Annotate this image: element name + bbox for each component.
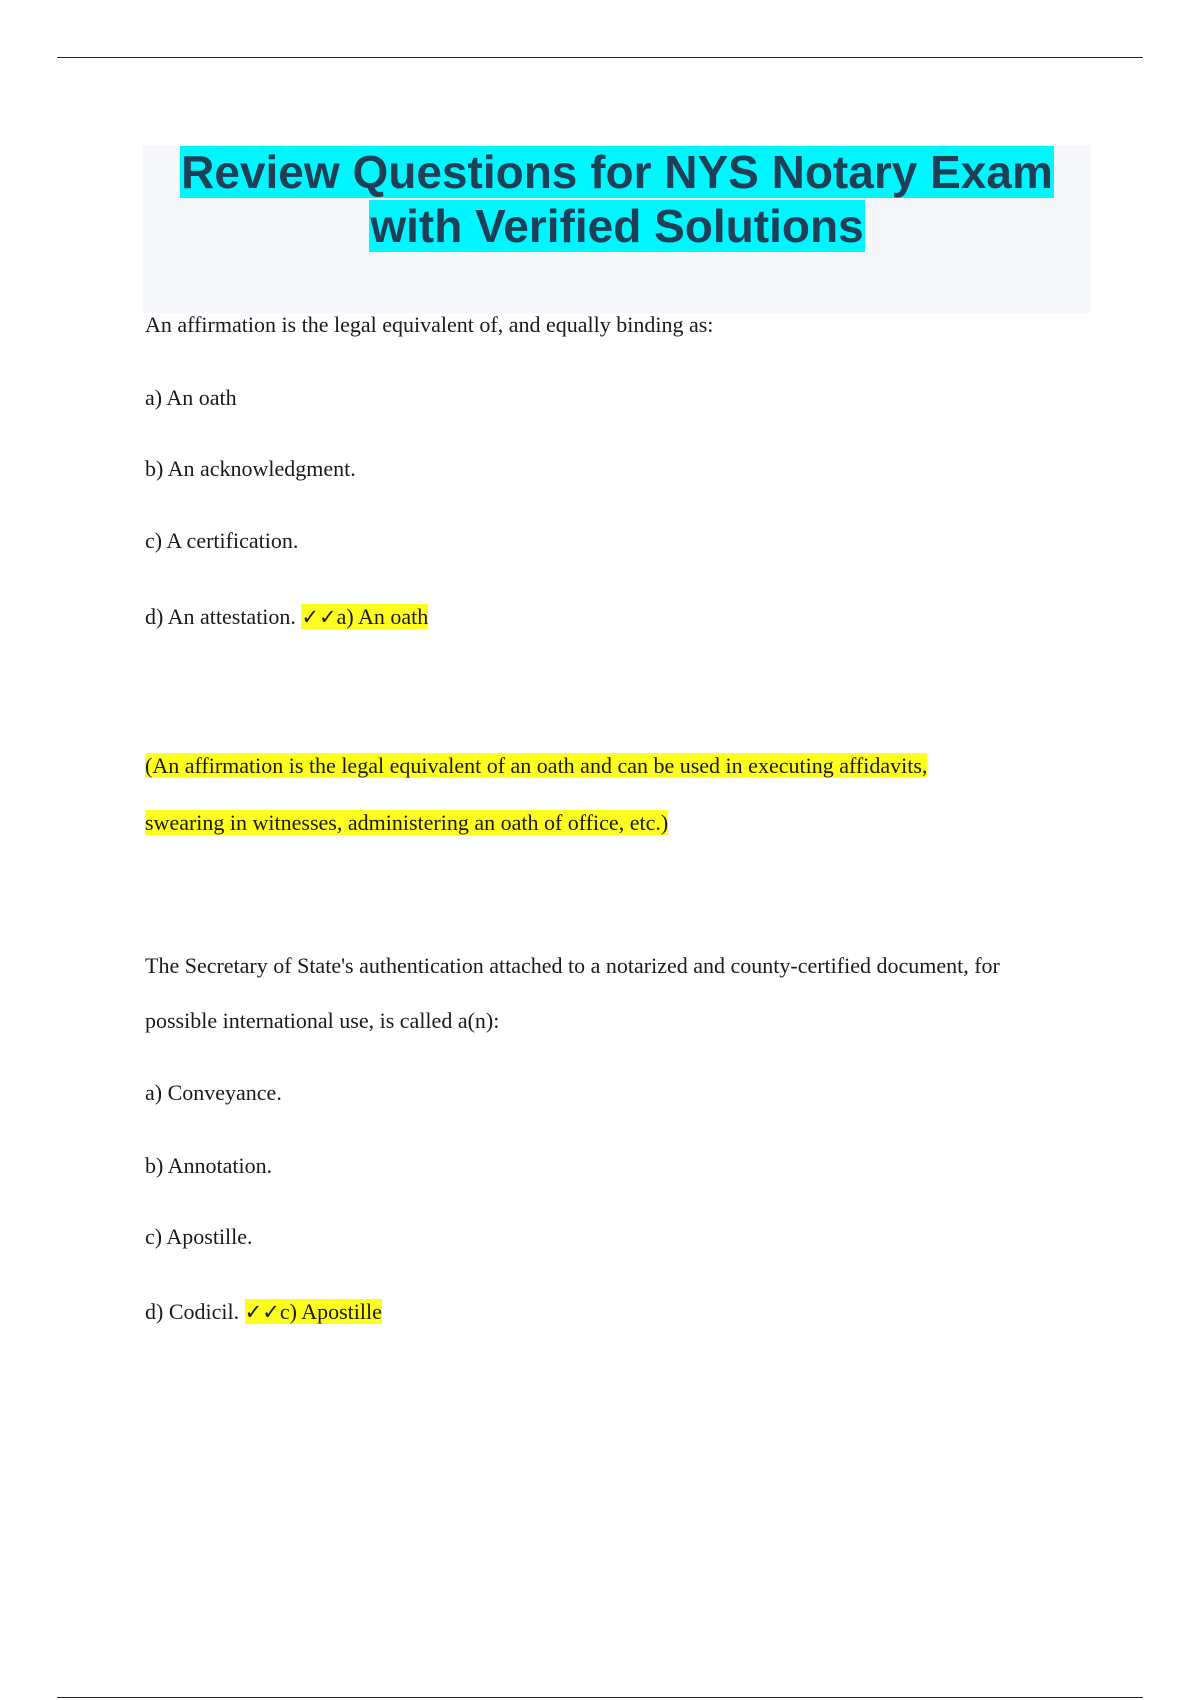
question-1-option-c: c) A certification.: [145, 528, 299, 553]
question-2-option-c: c) Apostille.: [145, 1224, 253, 1249]
title-line-2: with Verified Solutions: [370, 200, 864, 252]
question-1-answer: [301, 604, 428, 629]
question-1-option-d-text: d) An attestation.: [145, 604, 296, 629]
question-2-answer: [245, 1299, 382, 1324]
question-1-explanation-line-2: [145, 809, 668, 837]
question-1-option-a: a) An oath: [145, 385, 237, 410]
explanation-text: (An affirmation is the legal equivalent of an oath and can be used in executing affidavits,: [145, 753, 928, 778]
question-2-option-a: a) Conveyance.: [145, 1080, 282, 1105]
question-2-option-d-text: d) Codicil.: [145, 1299, 240, 1324]
question-2-option-b: b) Annotation.: [145, 1153, 273, 1178]
question-2-prompt-line-1: The Secretary of State's authentication attached to a notarized and county-certified document, for: [145, 953, 1000, 978]
document-title: [143, 145, 1091, 253]
question-1-prompt: An affirmation is the legal equivalent of, and equally binding as:: [145, 312, 714, 337]
question-2-prompt-line-2: possible international use, is called a(n):: [145, 1008, 500, 1033]
explanation-text: swearing in witnesses, administering an oath of office, etc.): [145, 810, 669, 835]
header-rule: [57, 57, 1143, 58]
question-2-answer-text: c) Apostille: [279, 1299, 382, 1324]
question-1-option-d: [145, 603, 428, 631]
title-line-1: Review Questions for NYS Notary Exam: [181, 146, 1053, 198]
footer-rule: [57, 1697, 1143, 1698]
question-1-answer-text: a) An oath: [336, 604, 429, 629]
question-1-explanation-line-1: [145, 752, 927, 780]
question-2-option-d: [145, 1298, 382, 1326]
question-1-option-b: b) An acknowledgment.: [145, 456, 356, 481]
check-mark-icon: ✓✓: [244, 1300, 280, 1324]
check-mark-icon: ✓✓: [301, 605, 337, 629]
title-block: [143, 145, 1091, 313]
